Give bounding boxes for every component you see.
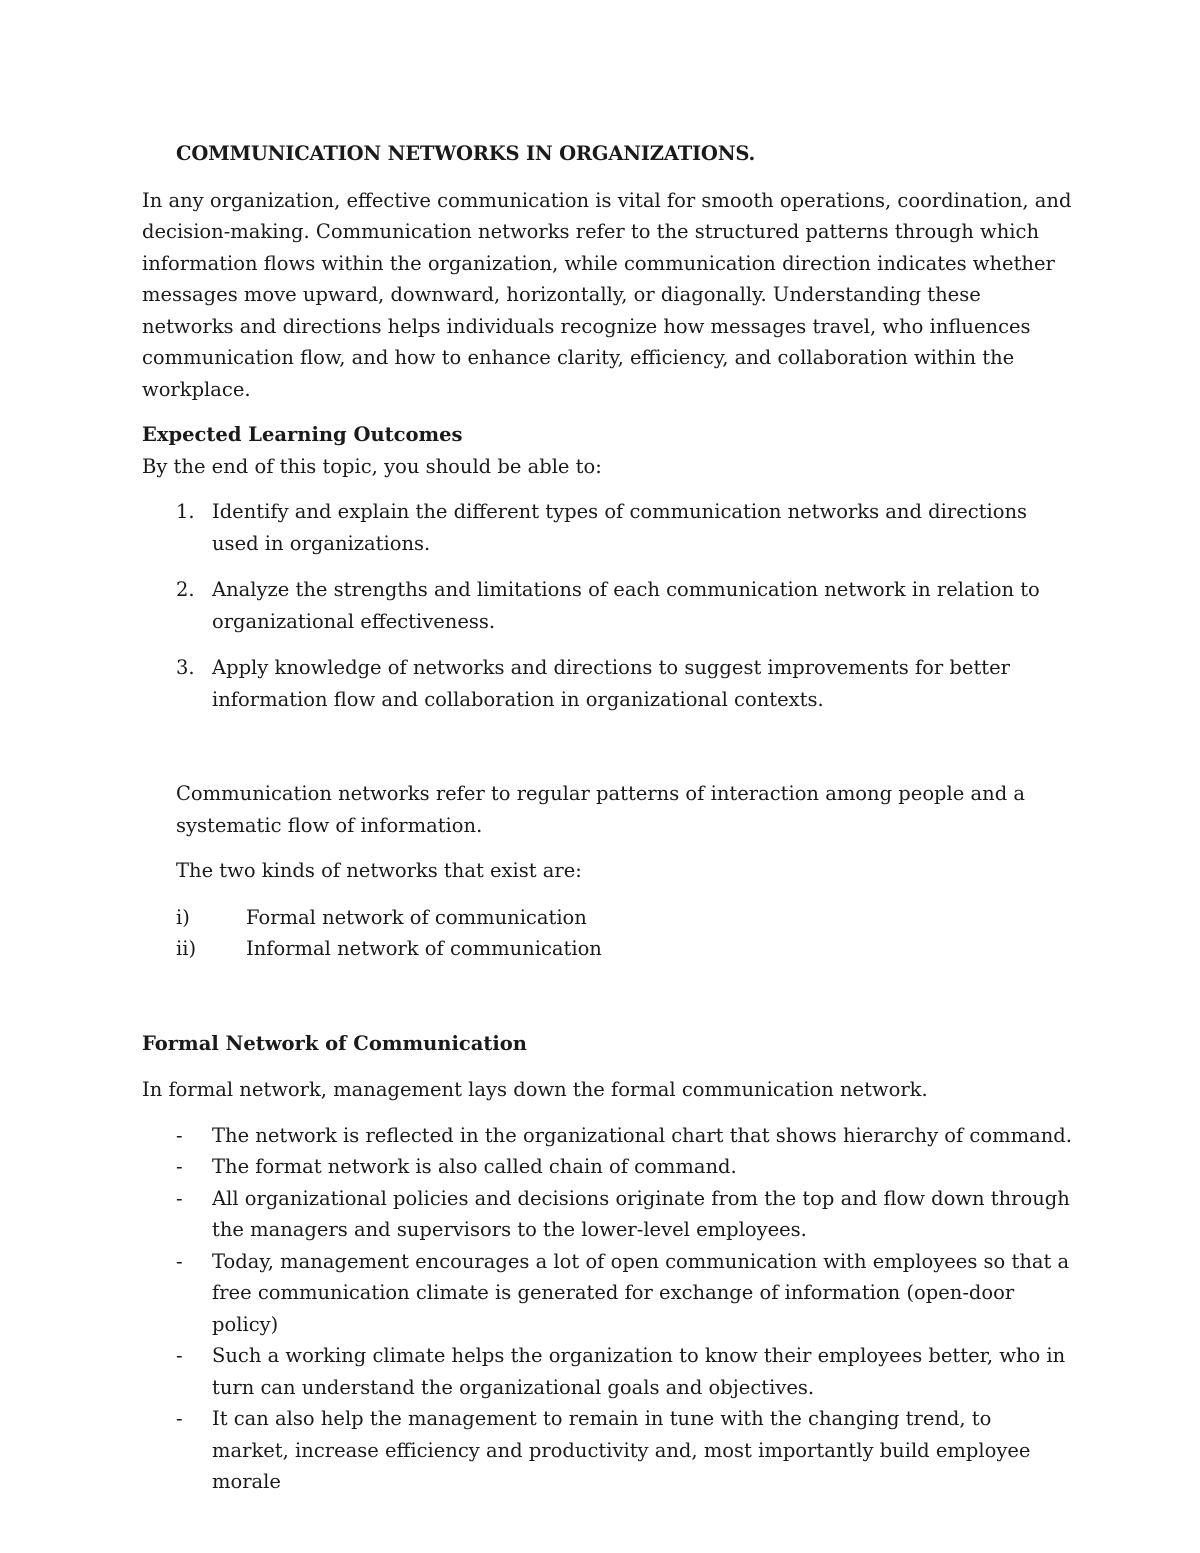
dash-bullet: -: [176, 1407, 183, 1430]
formal-network-intro: In formal network, management lays down the formal communication network.: [142, 1078, 928, 1101]
list-number: i): [176, 905, 190, 929]
list-item: [142, 1403, 1072, 1498]
list-item-text: The network is reflected in the organizational chart that shows hierarchy of command.: [212, 1123, 1072, 1147]
network-kinds-list: [142, 902, 1072, 965]
network-kinds-intro: The two kinds of networks that exist are:: [176, 859, 582, 882]
list-item-text: Informal network of communication: [246, 937, 602, 960]
formal-network-points: [142, 1120, 1072, 1498]
dash-bullet: -: [176, 1186, 183, 1210]
dash-bullet: -: [176, 1249, 183, 1273]
list-item: [142, 1120, 1072, 1152]
list-item-text: Today, management encourages a lot of open communication with employees so that a free communication climate is generated for exchange of information (open-door policy): [212, 1249, 1070, 1336]
list-number: 1.: [176, 500, 195, 523]
list-item: [142, 1246, 1072, 1341]
list-number: 3.: [176, 656, 195, 679]
list-item: [142, 1151, 1072, 1183]
formal-network-heading: Formal Network of Communication: [142, 1031, 527, 1055]
document-title: COMMUNICATION NETWORKS IN ORGANIZATIONS.: [176, 142, 756, 165]
outcomes-lead: By the end of this topic, you should be able to:: [142, 454, 602, 478]
dash-bullet: -: [176, 1123, 183, 1147]
list-number: ii): [176, 937, 197, 960]
outcomes-heading: Expected Learning Outcomes: [142, 423, 463, 446]
list-item: [142, 1340, 1072, 1403]
list-item: [142, 902, 1072, 934]
list-item-text: Identify and explain the different types of communication networks and directions used in organizations.: [212, 500, 1028, 555]
list-item: [142, 1183, 1072, 1246]
outcomes-list: [142, 496, 1072, 715]
document-page: [142, 138, 1072, 1498]
list-item: [142, 652, 1072, 715]
list-item-text: Such a working climate helps the organization to know their employees better, who in turn can understand the organizational goals and objectives.: [212, 1344, 1066, 1399]
list-item-text: Formal network of communication: [246, 905, 587, 929]
list-item: [142, 496, 1072, 559]
list-item-text: It can also help the management to remain in tune with the changing trend, to market, increase efficiency and productivity and, most importantly build employee morale: [212, 1407, 1031, 1493]
intro-paragraph: In any organization, effective communication is vital for smooth operations, coordination, and decision-making. Communication networks refer to the structured patterns through which information flows within the organization, while communication direction indicates whether messages move upward, downward, horizontally, or diagonally. Understanding these networks and directions helps individuals recognize how messages travel, who influences communication flow, and how to enhance clarity, efficiency, and collaboration within the workplace.: [142, 188, 1072, 401]
list-item-text: Analyze the strengths and limitations of each communication network in relation to organizational effectiveness.: [212, 578, 1040, 633]
dash-bullet: -: [176, 1344, 183, 1367]
list-number: 2.: [176, 578, 195, 601]
list-item-text: Apply knowledge of networks and directions to suggest improvements for better information flow and collaboration in organizational contexts.: [212, 656, 1010, 711]
list-item-text: The format network is also called chain of command.: [212, 1155, 737, 1178]
list-item: [142, 574, 1072, 637]
networks-definition: Communication networks refer to regular patterns of interaction among people and a systematic flow of information.: [176, 782, 1026, 837]
dash-bullet: -: [176, 1155, 183, 1178]
list-item-text: All organizational policies and decisions originate from the top and flow down through the managers and supervisors to the lower-level employees.: [212, 1186, 1070, 1241]
list-item: [142, 933, 1072, 965]
